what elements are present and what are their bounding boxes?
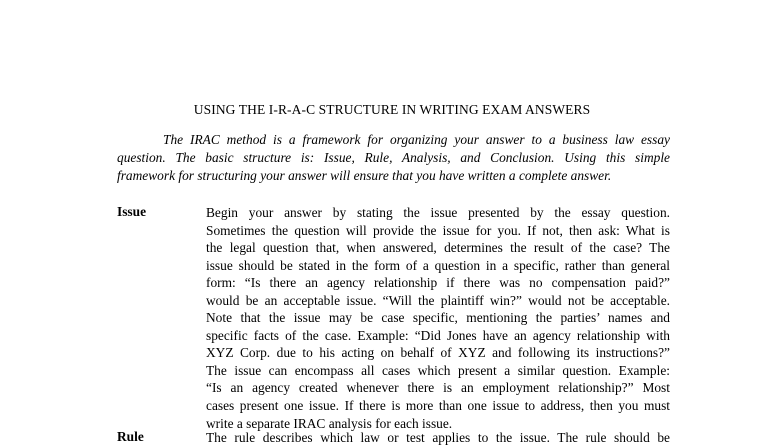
body-line: Note that the issue may be case specific, mentioning the parties’ names and [206, 310, 670, 326]
intro-line: question. The basic structure is: Issue, Rule, Analysis, and Conclusion. Using this simple [117, 150, 670, 165]
intro-line: The IRAC method is a framework for organizing your answer to a business law essay [163, 132, 670, 147]
body-line: cases present one issue. If there is more than one issue to address, then you must [206, 398, 670, 414]
section-body-rule [206, 429, 670, 447]
body-line: The issue can encompass all cases which present a similar question. Example: [206, 362, 670, 378]
section-body-issue [206, 204, 670, 432]
body-line: Begin your answer by stating the issue presented by the essay question. [206, 205, 670, 220]
body-line: would be an acceptable issue. “Will the plaintiff win?” would not be acceptable. [206, 292, 670, 308]
intro-line: framework for structuring your answer will ensure that you have written a complete answer. [117, 168, 612, 183]
body-line: write a separate IRAC analysis for each issue. [206, 415, 453, 431]
section-term-rule: Rule [117, 429, 144, 444]
body-line: “Is an agency created whenever there is an employment relationship?” Most [206, 380, 670, 396]
body-line: Sometimes the question will provide the issue for you. If not, then ask: What is [206, 222, 670, 238]
section-term-issue: Issue [117, 204, 147, 219]
body-line: XYZ Corp. due to his acting on behalf of XYZ and following its instructions?” [206, 345, 670, 361]
body-line: issue should be stated in the form of a question in a specific, rather than general [206, 257, 670, 273]
body-line: form: “Is there an agency relationship if there was no compensation paid?” [206, 275, 670, 291]
body-line: the legal question that, when answered, determines the result of the case? The [206, 240, 670, 256]
document-title: USING THE I-R-A-C STRUCTURE IN WRITING EXAM ANSWERS [193, 102, 591, 117]
body-line: specific facts of the case. Example: “Did Jones have an agency relationship with [206, 327, 670, 343]
intro-paragraph [117, 131, 670, 185]
body-line: The rule describes which law or test applies to the issue. The rule should be [206, 430, 670, 445]
